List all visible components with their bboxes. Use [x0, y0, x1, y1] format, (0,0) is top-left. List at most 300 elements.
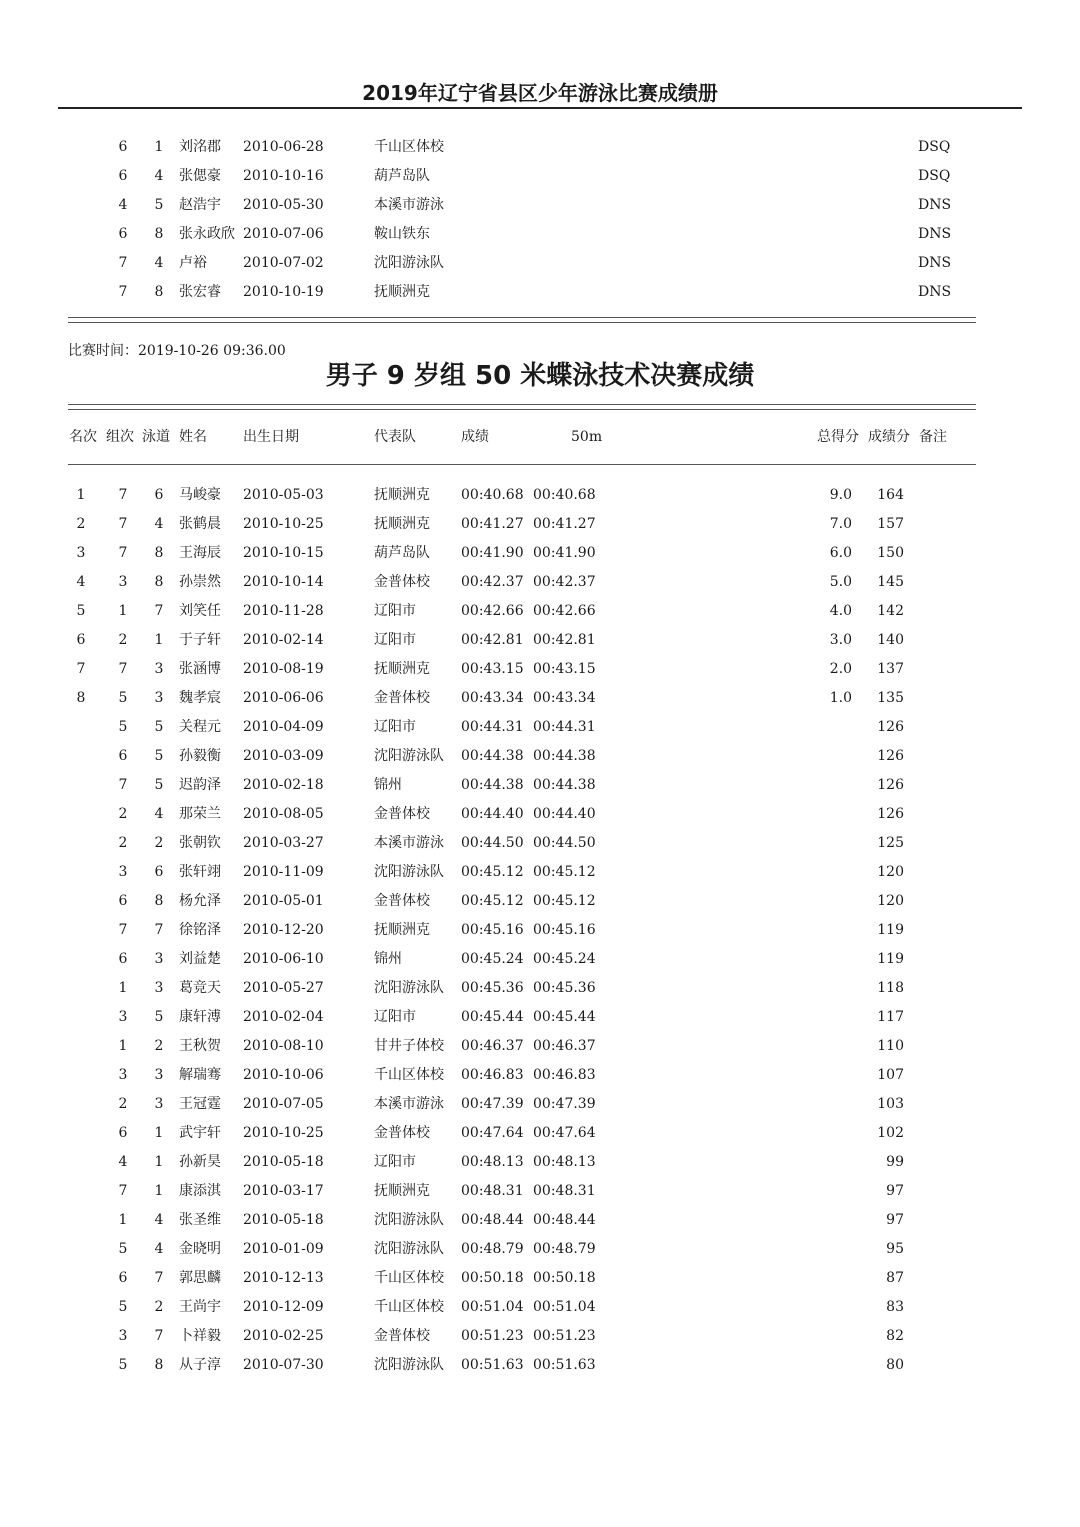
- points-cell: [800, 1151, 852, 1173]
- time-cell: 00:47.64: [461, 1125, 524, 1141]
- table-row: [0, 861, 1080, 883]
- time-cell: 00:41.27: [461, 516, 524, 532]
- points-cell: [800, 1325, 852, 1347]
- split-cell: 00:51.23: [533, 1328, 596, 1344]
- lane-cell: 8: [154, 545, 164, 561]
- dob-cell: 2010-11-28: [243, 603, 324, 619]
- heat-cell: 6: [118, 168, 128, 184]
- name-cell: 解瑞骞: [179, 1067, 221, 1083]
- heat-cell: 4: [118, 1154, 128, 1170]
- heat-cell: 7: [118, 487, 128, 503]
- dob-cell: 2010-05-27: [243, 980, 324, 996]
- rank-cell: [68, 977, 94, 999]
- heat-cell: 2: [118, 806, 128, 822]
- lane-cell: 5: [154, 719, 164, 735]
- dob-cell: 2010-05-30: [243, 197, 324, 213]
- header-score: 成绩分: [868, 429, 910, 445]
- name-cell: 王尚宇: [179, 1299, 221, 1315]
- table-row: [0, 774, 1080, 796]
- split-cell: 00:51.63: [533, 1357, 596, 1373]
- team-cell: 千山区体校: [374, 1067, 444, 1083]
- points-cell: [800, 1064, 852, 1086]
- team-cell: 锦州: [374, 777, 402, 793]
- dob-cell: 2010-03-09: [243, 748, 324, 764]
- split-cell: 00:48.13: [533, 1154, 596, 1170]
- dob-cell: 2010-07-06: [243, 226, 324, 242]
- name-cell: 那荣兰: [179, 806, 221, 822]
- name-cell: 武宇轩: [179, 1125, 221, 1141]
- rank-cell: 4: [76, 574, 86, 590]
- time-cell: 00:45.16: [461, 922, 524, 938]
- table-row: [0, 1267, 1080, 1289]
- dob-cell: 2010-10-15: [243, 545, 324, 561]
- score-cell: 95: [886, 1241, 904, 1257]
- team-cell: 本溪市游泳: [374, 197, 444, 213]
- dob-cell: 2010-08-19: [243, 661, 324, 677]
- split-cell: 00:45.36: [533, 980, 596, 996]
- team-cell: 金普体校: [374, 806, 430, 822]
- score-cell: 125: [877, 835, 904, 851]
- name-cell: 卢裕: [179, 255, 207, 271]
- heat-cell: 7: [118, 255, 128, 271]
- table-row: [0, 919, 1080, 941]
- lane-cell: 8: [154, 1357, 164, 1373]
- name-cell: 孙崇然: [179, 574, 221, 590]
- name-cell: 刘笑任: [179, 603, 221, 619]
- rank-cell: [68, 1093, 94, 1115]
- note-cell: DNS: [918, 255, 952, 271]
- heat-cell: 2: [118, 632, 128, 648]
- split-cell: 00:45.24: [533, 951, 596, 967]
- time-cell: 00:40.68: [461, 487, 524, 503]
- name-cell: 卜祥毅: [179, 1328, 221, 1344]
- dob-cell: 2010-01-09: [243, 1241, 324, 1257]
- lane-cell: 3: [154, 1096, 164, 1112]
- heat-cell: 1: [118, 603, 128, 619]
- dob-cell: 2010-08-10: [243, 1038, 324, 1054]
- score-cell: 83: [886, 1299, 904, 1315]
- points-cell: [800, 1296, 852, 1318]
- split-cell: 00:41.90: [533, 545, 596, 561]
- score-cell: 120: [877, 893, 904, 909]
- team-cell: 沈阳游泳队: [374, 748, 444, 764]
- rank-cell: [68, 1325, 94, 1347]
- rank-cell: [68, 1006, 94, 1028]
- team-cell: 沈阳游泳队: [374, 1241, 444, 1257]
- header-name: 姓名: [179, 429, 207, 445]
- points-cell: [800, 977, 852, 999]
- score-cell: 97: [886, 1212, 904, 1228]
- lane-cell: 4: [154, 806, 164, 822]
- table-row: [0, 600, 1080, 622]
- rank-cell: [68, 1267, 94, 1289]
- table-header: [0, 426, 1080, 448]
- heat-cell: 6: [118, 951, 128, 967]
- name-cell: 马峻豪: [179, 487, 221, 503]
- heat-cell: 7: [118, 284, 128, 300]
- time-cell: 00:46.37: [461, 1038, 524, 1054]
- dob-cell: 2010-10-25: [243, 516, 324, 532]
- note-cell: DSQ: [918, 139, 951, 155]
- name-cell: 康添淇: [179, 1183, 221, 1199]
- points-cell: [800, 919, 852, 941]
- heat-cell: 7: [118, 516, 128, 532]
- lane-cell: 1: [154, 139, 164, 155]
- table-row: [0, 1180, 1080, 1202]
- time-cell: 00:45.12: [461, 864, 524, 880]
- table-row: [0, 571, 1080, 593]
- name-cell: 金晓明: [179, 1241, 221, 1257]
- name-cell: 刘洺郡: [179, 139, 221, 155]
- split-cell: 00:47.64: [533, 1125, 596, 1141]
- note-cell: DNS: [918, 226, 952, 242]
- team-cell: 辽阳市: [374, 719, 416, 735]
- heat-cell: 3: [118, 574, 128, 590]
- heat-cell: 6: [118, 748, 128, 764]
- split-cell: 00:46.83: [533, 1067, 596, 1083]
- heat-cell: 1: [118, 980, 128, 996]
- lane-cell: 5: [154, 777, 164, 793]
- header-bottom-divider: [68, 464, 976, 465]
- lane-cell: 2: [154, 1038, 164, 1054]
- points-cell: 5.0: [829, 574, 852, 590]
- rank-cell: [68, 861, 94, 883]
- title-divider: [58, 107, 1022, 109]
- header-time: 成绩: [461, 429, 489, 445]
- score-cell: 102: [877, 1125, 904, 1141]
- lane-cell: 4: [154, 255, 164, 271]
- name-cell: 关程元: [179, 719, 221, 735]
- score-cell: 142: [877, 603, 904, 619]
- dob-cell: 2010-10-19: [243, 284, 324, 300]
- heat-cell: 3: [118, 1067, 128, 1083]
- name-cell: 张朝钦: [179, 835, 221, 851]
- time-cell: 00:44.31: [461, 719, 524, 735]
- time-cell: 00:43.34: [461, 690, 524, 706]
- team-cell: 金普体校: [374, 893, 430, 909]
- header-points: 总得分: [817, 429, 859, 445]
- lane-cell: 3: [154, 980, 164, 996]
- points-cell: [800, 803, 852, 825]
- race-time: 比赛时间：2019-10-26 09:36.00: [68, 343, 286, 359]
- split-cell: 00:46.37: [533, 1038, 596, 1054]
- rank-cell: 2: [76, 516, 86, 532]
- points-cell: [800, 861, 852, 883]
- dob-cell: 2010-03-17: [243, 1183, 324, 1199]
- dob-cell: 2010-05-03: [243, 487, 324, 503]
- heat-cell: 3: [118, 864, 128, 880]
- points-cell: [800, 1238, 852, 1260]
- team-cell: 本溪市游泳: [374, 1096, 444, 1112]
- table-row: [0, 1093, 1080, 1115]
- points-cell: 9.0: [829, 487, 852, 503]
- lane-cell: 7: [154, 1328, 164, 1344]
- team-cell: 沈阳游泳队: [374, 980, 444, 996]
- table-row: [0, 1238, 1080, 1260]
- table-row: [0, 1325, 1080, 1347]
- table-row: [0, 1064, 1080, 1086]
- table-row: [0, 223, 1080, 245]
- lane-cell: 6: [154, 487, 164, 503]
- team-cell: 辽阳市: [374, 1009, 416, 1025]
- points-cell: [800, 832, 852, 854]
- table-row: [0, 542, 1080, 564]
- split-cell: 00:44.50: [533, 835, 596, 851]
- team-cell: 千山区体校: [374, 1270, 444, 1286]
- time-cell: 00:51.04: [461, 1299, 524, 1315]
- table-row: [0, 1296, 1080, 1318]
- score-cell: 157: [877, 516, 904, 532]
- score-cell: 110: [877, 1038, 904, 1054]
- time-cell: 00:50.18: [461, 1270, 524, 1286]
- name-cell: 王秋贺: [179, 1038, 221, 1054]
- table-row: [0, 513, 1080, 535]
- split-cell: 00:45.12: [533, 864, 596, 880]
- rank-cell: [68, 774, 94, 796]
- score-cell: 126: [877, 806, 904, 822]
- time-cell: 00:47.39: [461, 1096, 524, 1112]
- team-cell: 金普体校: [374, 1125, 430, 1141]
- heat-cell: 7: [118, 545, 128, 561]
- heat-cell: 2: [118, 835, 128, 851]
- dob-cell: 2010-03-27: [243, 835, 324, 851]
- header-top-divider: [68, 404, 976, 410]
- lane-cell: 8: [154, 574, 164, 590]
- dob-cell: 2010-05-18: [243, 1212, 324, 1228]
- dob-cell: 2010-12-20: [243, 922, 324, 938]
- split-cell: 00:40.68: [533, 487, 596, 503]
- table-row: [0, 803, 1080, 825]
- split-cell: 00:48.44: [533, 1212, 596, 1228]
- rank-cell: 6: [76, 632, 86, 648]
- heat-cell: 6: [118, 1125, 128, 1141]
- dob-cell: 2010-06-10: [243, 951, 324, 967]
- split-cell: 00:43.15: [533, 661, 596, 677]
- dob-cell: 2010-10-06: [243, 1067, 324, 1083]
- score-cell: 119: [877, 951, 904, 967]
- score-cell: 97: [886, 1183, 904, 1199]
- time-cell: 00:42.37: [461, 574, 524, 590]
- points-cell: [800, 948, 852, 970]
- time-cell: 00:44.38: [461, 777, 524, 793]
- name-cell: 从子淳: [179, 1357, 221, 1373]
- team-cell: 金普体校: [374, 690, 430, 706]
- heat-cell: 6: [118, 1270, 128, 1286]
- table-row: [0, 136, 1080, 158]
- heat-cell: 7: [118, 777, 128, 793]
- heat-cell: 4: [118, 197, 128, 213]
- team-cell: 千山区体校: [374, 1299, 444, 1315]
- table-row: [0, 165, 1080, 187]
- header-rank: 名次: [69, 429, 97, 445]
- dob-cell: 2010-10-16: [243, 168, 324, 184]
- header-lane: 泳道: [142, 429, 170, 445]
- name-cell: 张涵博: [179, 661, 221, 677]
- rank-cell: 1: [76, 487, 86, 503]
- table-row: [0, 1006, 1080, 1028]
- note-cell: DSQ: [918, 168, 951, 184]
- points-cell: [800, 774, 852, 796]
- rank-cell: [68, 948, 94, 970]
- lane-cell: 4: [154, 516, 164, 532]
- header-dob: 出生日期: [243, 429, 299, 445]
- lane-cell: 4: [154, 1212, 164, 1228]
- dob-cell: 2010-08-05: [243, 806, 324, 822]
- score-cell: 126: [877, 719, 904, 735]
- rank-cell: [68, 1122, 94, 1144]
- rank-cell: [68, 1035, 94, 1057]
- score-cell: 137: [877, 661, 904, 677]
- lane-cell: 4: [154, 1241, 164, 1257]
- team-cell: 金普体校: [374, 1328, 430, 1344]
- points-cell: [800, 1180, 852, 1202]
- points-cell: 6.0: [829, 545, 852, 561]
- time-cell: 00:48.44: [461, 1212, 524, 1228]
- header-note: 备注: [919, 429, 947, 445]
- note-cell: DNS: [918, 284, 952, 300]
- rank-cell: [68, 1238, 94, 1260]
- score-cell: 164: [877, 487, 904, 503]
- rank-cell: [68, 832, 94, 854]
- lane-cell: 5: [154, 197, 164, 213]
- rank-cell: [68, 1180, 94, 1202]
- split-cell: 00:42.37: [533, 574, 596, 590]
- team-cell: 沈阳游泳队: [374, 1212, 444, 1228]
- name-cell: 张轩翊: [179, 864, 221, 880]
- split-cell: 00:41.27: [533, 516, 596, 532]
- score-cell: 103: [877, 1096, 904, 1112]
- score-cell: 87: [886, 1270, 904, 1286]
- time-cell: 00:46.83: [461, 1067, 524, 1083]
- time-cell: 00:44.38: [461, 748, 524, 764]
- name-cell: 张鹤晨: [179, 516, 221, 532]
- time-cell: 00:48.13: [461, 1154, 524, 1170]
- document-title: 2019年辽宁省县区少年游泳比赛成绩册: [362, 81, 718, 105]
- split-cell: 00:44.40: [533, 806, 596, 822]
- dob-cell: 2010-02-18: [243, 777, 324, 793]
- dob-cell: 2010-10-14: [243, 574, 324, 590]
- points-cell: 7.0: [829, 516, 852, 532]
- points-cell: [800, 890, 852, 912]
- rank-cell: 7: [76, 661, 86, 677]
- lane-cell: 3: [154, 1067, 164, 1083]
- table-row: [0, 194, 1080, 216]
- table-row: [0, 1151, 1080, 1173]
- heat-cell: 2: [118, 1096, 128, 1112]
- team-cell: 辽阳市: [374, 632, 416, 648]
- header-team: 代表队: [374, 429, 416, 445]
- points-cell: 4.0: [829, 603, 852, 619]
- dob-cell: 2010-12-13: [243, 1270, 324, 1286]
- heat-cell: 5: [118, 1299, 128, 1315]
- heat-cell: 7: [118, 922, 128, 938]
- heat-cell: 6: [118, 226, 128, 242]
- points-cell: 3.0: [829, 632, 852, 648]
- team-cell: 抚顺洲克: [374, 487, 430, 503]
- points-cell: [800, 1354, 852, 1376]
- rank-cell: [68, 745, 94, 767]
- score-cell: 119: [877, 922, 904, 938]
- name-cell: 郭思麟: [179, 1270, 221, 1286]
- time-cell: 00:45.12: [461, 893, 524, 909]
- heat-cell: 7: [118, 1183, 128, 1199]
- time-cell: 00:48.31: [461, 1183, 524, 1199]
- heat-cell: 6: [118, 893, 128, 909]
- score-cell: 120: [877, 864, 904, 880]
- lane-cell: 2: [154, 1299, 164, 1315]
- table-row: [0, 977, 1080, 999]
- time-cell: 00:51.23: [461, 1328, 524, 1344]
- split-cell: 00:44.31: [533, 719, 596, 735]
- split-cell: 00:44.38: [533, 748, 596, 764]
- dob-cell: 2010-07-02: [243, 255, 324, 271]
- split-cell: 00:48.79: [533, 1241, 596, 1257]
- team-cell: 抚顺洲克: [374, 284, 430, 300]
- name-cell: 张偲豪: [179, 168, 221, 184]
- score-cell: 117: [877, 1009, 904, 1025]
- lane-cell: 8: [154, 893, 164, 909]
- team-cell: 葫芦岛队: [374, 168, 430, 184]
- table-row: [0, 832, 1080, 854]
- points-cell: 1.0: [829, 690, 852, 706]
- table-row: [0, 745, 1080, 767]
- table-row: [0, 716, 1080, 738]
- dob-cell: 2010-11-09: [243, 864, 324, 880]
- team-cell: 辽阳市: [374, 1154, 416, 1170]
- team-cell: 金普体校: [374, 574, 430, 590]
- score-cell: 140: [877, 632, 904, 648]
- time-cell: 00:43.15: [461, 661, 524, 677]
- points-cell: [800, 1209, 852, 1231]
- name-cell: 赵浩宇: [179, 197, 221, 213]
- lane-cell: 1: [154, 1125, 164, 1141]
- team-cell: 沈阳游泳队: [374, 1357, 444, 1373]
- team-cell: 沈阳游泳队: [374, 864, 444, 880]
- heat-cell: 5: [118, 1357, 128, 1373]
- score-cell: 145: [877, 574, 904, 590]
- points-cell: 2.0: [829, 661, 852, 677]
- lane-cell: 5: [154, 1009, 164, 1025]
- lane-cell: 8: [154, 226, 164, 242]
- lane-cell: 1: [154, 1183, 164, 1199]
- table-row: [0, 484, 1080, 506]
- name-cell: 魏孝宸: [179, 690, 221, 706]
- lane-cell: 7: [154, 1270, 164, 1286]
- rank-cell: [68, 1296, 94, 1318]
- lane-cell: 1: [154, 632, 164, 648]
- time-cell: 00:45.44: [461, 1009, 524, 1025]
- table-row: [0, 658, 1080, 680]
- dob-cell: 2010-10-25: [243, 1125, 324, 1141]
- rank-cell: 3: [76, 545, 86, 561]
- score-cell: 80: [886, 1357, 904, 1373]
- heat-cell: 3: [118, 1009, 128, 1025]
- team-cell: 鞍山铁东: [374, 226, 430, 242]
- name-cell: 孙新昊: [179, 1154, 221, 1170]
- team-cell: 本溪市游泳: [374, 835, 444, 851]
- section-divider: [68, 317, 976, 323]
- score-cell: 82: [886, 1328, 904, 1344]
- time-cell: 00:45.36: [461, 980, 524, 996]
- team-cell: 辽阳市: [374, 603, 416, 619]
- points-cell: [800, 1267, 852, 1289]
- lane-cell: 7: [154, 922, 164, 938]
- name-cell: 孙毅衡: [179, 748, 221, 764]
- time-cell: 00:44.50: [461, 835, 524, 851]
- score-cell: 150: [877, 545, 904, 561]
- dob-cell: 2010-02-04: [243, 1009, 324, 1025]
- split-cell: 00:45.16: [533, 922, 596, 938]
